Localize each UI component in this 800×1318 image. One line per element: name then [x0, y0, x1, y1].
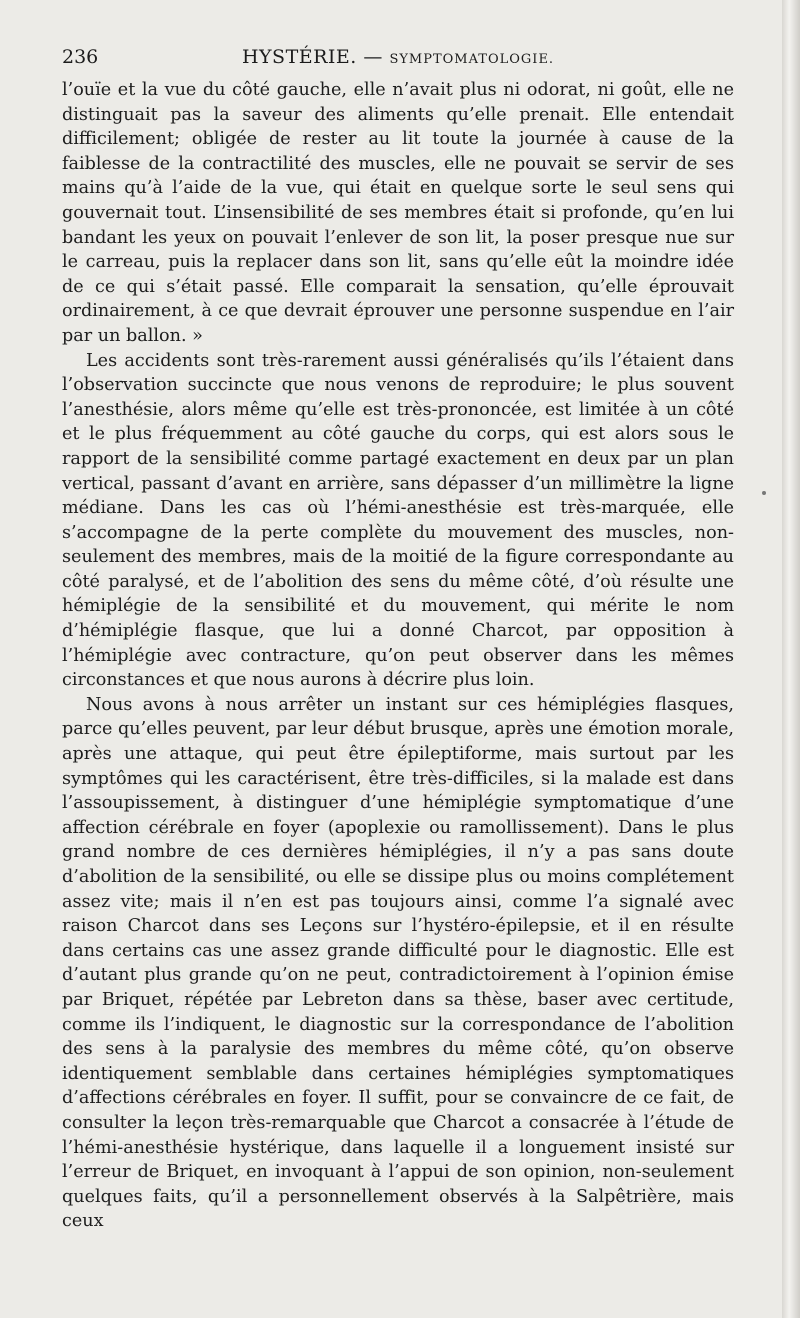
running-title [62, 44, 734, 73]
margin-speck [762, 491, 766, 495]
title-dash: — [363, 46, 383, 68]
running-header [62, 44, 734, 70]
page-edge [782, 0, 800, 1318]
chapter-title: HYSTÉRIE. [241, 46, 357, 68]
paragraph: Les accidents sont très-rarement aussi généralisés qu’ils l’étaient dans l’observation succincte que nous venons de reproduire; le plus souvent l’anesthésie, alors même qu’elle est très-prononcée, est limitée à un côté et le plus fréquemment au côté gauche du corps, qui est alors sous le rapport de la sensibilité comme partagé exactement en deux par un plan vertical, passant d’avant en arrière, sans dépasser d’un millimètre la ligne médiane. Dans les cas où l’hémi-anesthésie est très-marquée, elle s’accompagne de la perte complète du mouvement des muscles, non-seulement des membres, mais de la moitié de la figure correspondante au côté paralysé, et de l’abolition des sens du même côté, d’où résulte une hémiplégie de la sensibilité et du mouvement, qui mérite le nom d’hémiplégie flasque, que lui a donné Charcot, par opposition à l’hémiplégie avec contracture, qu’on peut observer dans les mêmes circonstances et que nous aurons à décrire plus loin. [62, 350, 734, 691]
paragraph-continued: l’ouïe et la vue du côté gauche, elle n’avait plus ni odorat, ni goût, elle ne distinguait pas la saveur des aliments qu’elle prenait. Elle entendait difficilement; obligée de rester au lit toute la journée à cause de la faiblesse de la contractilité des muscles, elle ne pouvait se servir de ses mains qu’à l’aide de la vue, qui était en quelque sorte le seul sens qui gouvernait tout. L’insensibilité de ses membres était si profonde, qu’en lui bandant les yeux on pouvait l’enlever de son lit, la poser presque nue sur le carreau, puis la replacer dans son lit, sans qu’elle eût la moindre idée de ce qui s’était passé. Elle comparait la sensation, qu’elle éprouvait ordinairement, à ce que devrait éprouver une personne suspendue en l’air par un ballon. » [62, 80, 734, 346]
page-number: 236 [62, 46, 99, 68]
section-subtitle: SYMPTOMATOLOGIE. [389, 52, 555, 67]
paragraph: Nous avons à nous arrêter un instant sur ces hémiplégies flasques, parce qu’elles peuvent, par leur début brusque, après une émotion morale, après une attaque, qui peut être épileptiforme, mais surtout par les symptômes qui les caractérisent, être très-difficiles, si la malade est dans l’assoupissement, à distinguer d’une hémiplégie symptomatique d’une affection cérébrale en foyer (apoplexie ou ramollissement). Dans le plus grand nombre de ces dernières hémiplégies, il n’y a pas sans doute d’abolition de la sensibilité, ou elle se dissipe plus ou moins complétement assez vite; mais il n’en est pas toujours ainsi, comme l’a signalé avec raison Charcot dans ses Leçons sur l’hystéro-épilepsie, et il en résulte dans certains cas une assez grande difficulté pour le diagnostic. Elle est d’autant plus grande qu’on ne peut, contradictoirement à l’opinion émise par Briquet, répétée par Lebreton dans sa thèse, baser avec certitude, comme ils l’indiquent, le diagnostic sur la correspondance de l’abolition des sens à la paralysie des membres du même côté, qu’on observe identiquement semblable dans certaines hémiplégies symptomatiques d’affections cérébrales en foyer. Il suffit, pour se convaincre de ce fait, de consulter la leçon très-remarquable que Charcot a consacrée à l’étude de l’hémi-anesthésie hystérique, dans laquelle il a longuement insisté sur l’erreur de Briquet, en invoquant à l’appui de son opinion, non-seulement quelques faits, qu’il a personnellement observés à la Salpêtrière, mais ceux [62, 694, 734, 1232]
body-text [62, 78, 734, 1234]
